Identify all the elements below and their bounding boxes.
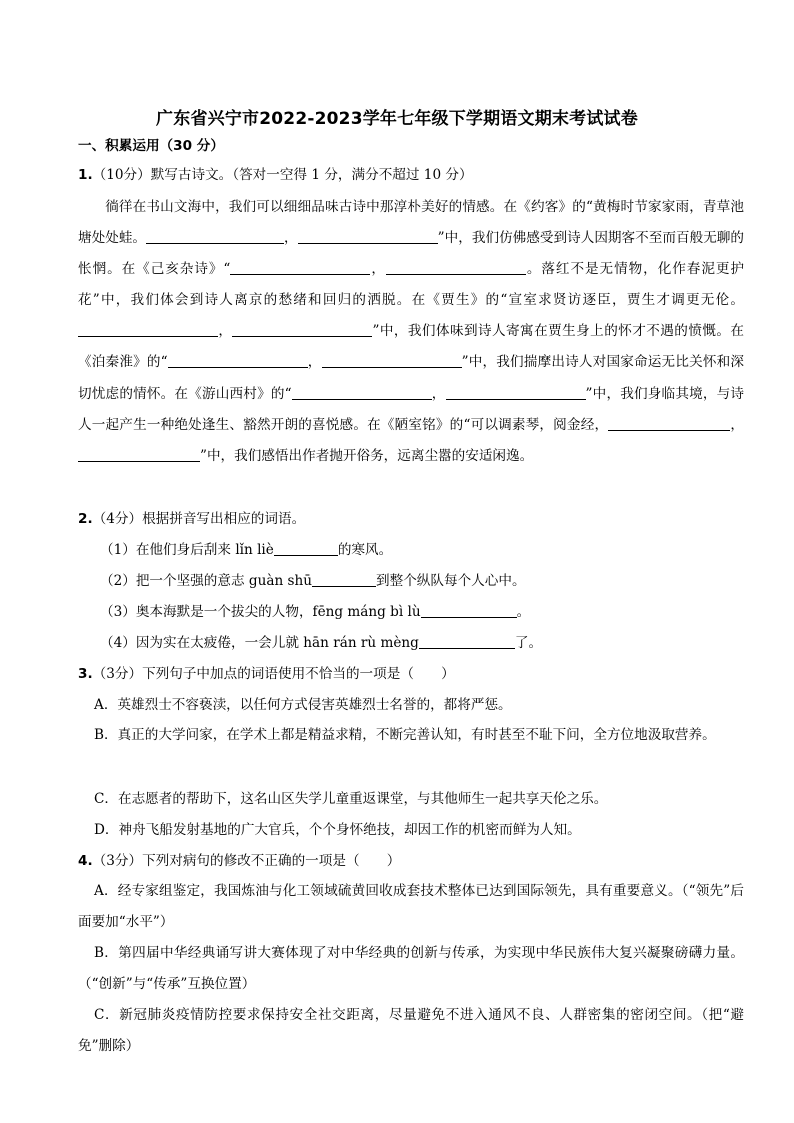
- answer-blank[interactable]: [312, 572, 376, 587]
- question-score: （3分）: [92, 666, 143, 682]
- answer-blank[interactable]: [232, 322, 372, 337]
- answer-blank[interactable]: [386, 260, 526, 275]
- passage-text: ”中，我们仿佛感受到诗人因期客不至而百般无聊的怅惘。在《己亥杂诗》“: [78, 230, 745, 278]
- answer-blank[interactable]: [78, 322, 218, 337]
- passage-text: ”中，我们感悟出作者抛开俗务，远离尘嚣的安适闲逸。: [200, 447, 534, 464]
- answer-blank[interactable]: [298, 229, 438, 244]
- option-a[interactable]: A．经专家组鉴定，我国炼油与化工领域硫黄回收成套技术整体已达到国际领先，具有重要意义。（“领先”后面要加“水平”）: [78, 883, 744, 930]
- question-4-header: [78, 852, 400, 870]
- question-1-header: [78, 166, 473, 184]
- option-b[interactable]: B．真正的大学问家，在学术上都是精益求精，不断完善认知，有时甚至不耻下问，全方位地汲取营养。: [94, 727, 716, 743]
- answer-blank[interactable]: [146, 229, 284, 244]
- answer-blank[interactable]: [322, 353, 462, 368]
- answer-blank[interactable]: [168, 353, 308, 368]
- passage-text: ”中，我们身临其境，与诗人一起产生一种绝处逢生、豁然开朗的喜悦感。在《陋室铭》的“可以调素琴，阅金经，: [78, 385, 745, 433]
- question-score: （10分）: [92, 167, 151, 183]
- answer-blank[interactable]: [230, 260, 370, 275]
- option-a[interactable]: A．英雄烈士不容亵渎，以任何方式侵害英雄烈士名誉的，都将严惩。: [94, 697, 512, 713]
- question-3-header: [78, 665, 455, 683]
- question-2-item: （3）奥本海默是一个拔尖的人物，fēng máng bì lù 。: [100, 604, 531, 620]
- answer-blank[interactable]: [78, 447, 200, 462]
- question-number: 2.: [78, 511, 93, 527]
- option-b[interactable]: B．第四届中华经典诵写讲大赛体现了对中华经典的创新与传承，为实现中华民族伟大复兴凝聚磅礴力量。（“创新”与“传承”互换位置）: [78, 945, 744, 992]
- answer-blank[interactable]: [292, 385, 432, 400]
- option-c[interactable]: C．在志愿者的帮助下，这名山区失学儿童重返课堂，与其他师生一起共享天伦之乐。: [94, 791, 608, 807]
- option-c[interactable]: C．新冠肺炎疫情防控要求保持安全社交距离，尽量避免不进入通风不良、人群密集的密闭空间。（把“避免”删除）: [78, 1007, 744, 1054]
- page-title: 广东省兴宁市2022-2023学年七年级下学期语文期末考试试卷: [156, 109, 638, 129]
- question-2-item: （2）把一个坚强的意志 guàn shū 到整个纵队每个人心中。: [100, 573, 526, 589]
- section-heading: 一、积累运用（30 分）: [78, 138, 224, 154]
- passage-text: 。落红不是无情物，化作春泥更护花”中，我们体会到诗人离京的愁绪和回归的洒脱。在《贾生》的“宣室求贤访逐臣，贾生才调更无伦。: [78, 261, 745, 309]
- question-2-item: （1）在他们身后刮来 lǐn liè 的寒风。: [100, 542, 393, 558]
- option-d[interactable]: D．神舟飞船发射基地的广大官兵，个个身怀绝技，却因工作的机密而鲜为人知。: [94, 822, 581, 838]
- answer-blank[interactable]: [608, 416, 730, 431]
- question-score: （3分）: [92, 853, 143, 869]
- answer-blank[interactable]: [274, 541, 338, 556]
- question-number: 1.: [78, 167, 93, 183]
- question-stem: 下列对病句的修改不正确的一项是（ ）: [142, 853, 401, 869]
- question-score: （4分）: [92, 511, 143, 527]
- question-1-passage: 徜徉在书山文海中，我们可以细细品味古诗中那淳朴美好的情感。在《约客》的“黄梅时节家家雨，青草池塘处处蛙。 ， ”中，我们仿佛感受到诗人因期客不至而百般无聊的怅惘。在《己亥杂诗》“ ， 。落红不是无情物，化作春泥更护花”中，我们体会到诗人离京的愁绪和回归的洒脱。在《贾生》的“宣室求贤访逐臣，贾生才调更无伦。， ”中，我们体味到诗人寄寓在贾生身上的怀才不遇的愤慨。在《泊秦淮》的“ ， ”中，我们揣摩出诗人对国家命运无比关怀和深切忧虑的情怀。在《游山西村》的“ ， ”中，我们身临其境，与诗人一起产生一种绝处逢生、豁然开朗的喜悦感。在《陋室铭》的“可以调素琴，阅金经， ，”中，我们感悟出作者抛开俗务，远离尘嚣的安适闲逸。: [78, 199, 745, 464]
- passage-text: ”中，我们体味到诗人寄寓在贾生身上的怀才不遇的愤慨。在《泊秦淮》的“: [78, 323, 744, 371]
- question-stem: 默写古诗文。（答对一空得 1 分，满分不超过 10 分）: [150, 167, 473, 183]
- passage-text: ”中，我们揣摩出诗人对国家命运无比关怀和深切忧虑的情怀。在《游山西村》的“: [78, 354, 745, 402]
- question-number: 3.: [78, 666, 93, 682]
- answer-blank[interactable]: [446, 385, 586, 400]
- answer-blank[interactable]: [419, 634, 515, 649]
- question-stem: 下列句子中加点的词语使用不恰当的一项是（ ）: [142, 666, 455, 682]
- question-2-header: [78, 510, 305, 528]
- question-2-item: （4）因为实在太疲倦，一会儿就 hān rán rù mèng 了。: [100, 635, 543, 651]
- question-stem: 根据拼音写出相应的词语。: [142, 511, 306, 527]
- answer-blank[interactable]: [421, 603, 517, 618]
- passage-text: 徜徉在书山文海中，我们可以细细品味古诗中那淳朴美好的情感。在《约客》的“黄梅时节家家雨，青草池塘处处蛙。: [78, 199, 744, 247]
- question-number: 4.: [78, 853, 93, 869]
